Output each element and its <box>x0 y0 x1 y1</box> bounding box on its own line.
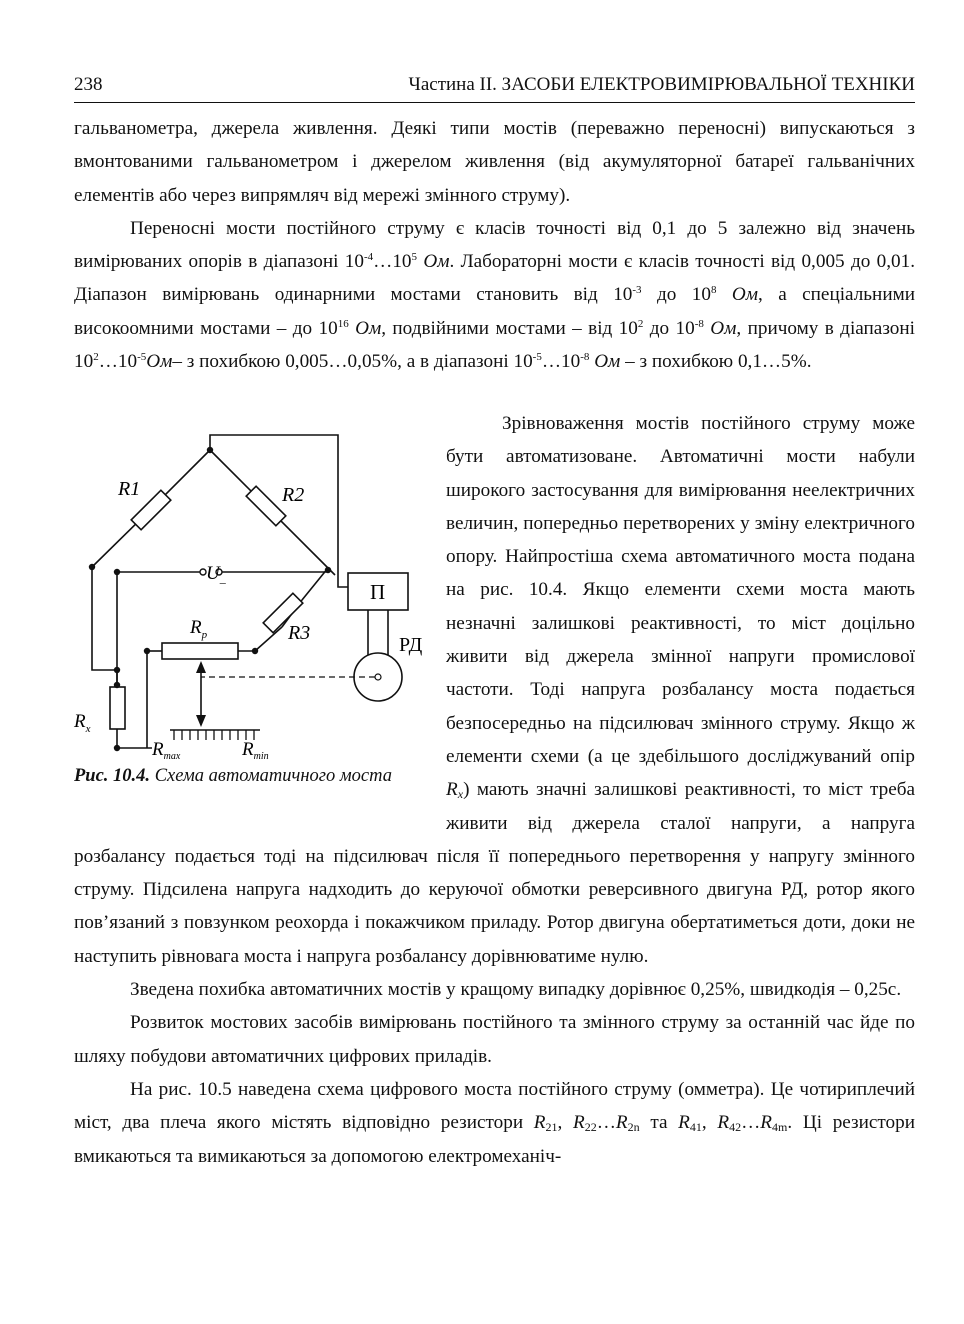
paragraph-5: Розвиток мостових засобів вимірювань постійного та змінного струму за останній час йде по шляху побудови автоматичних цифрових приладів. <box>74 1012 915 1067</box>
label-r2: R2 <box>282 484 305 506</box>
paragraph-3: Зрівноваження мостів постійного струму може бути автоматизоване. Автоматичні мости набули широкого застосування для вимірювання неелектричних величин, попередньо перетворених у зміну електричного опору. Найпростіша схема автоматичного моста подана на рис. 10.4. Якщо елементи схеми моста мають незначні залишкові реактивності, то міст доцільно живити від джерела змінної напруги промислової частоти. Тоді напруга розбалансу моста подається безпосередньо на підсилювач змінного струму. Якщо ж елементи схеми (а це здебільшого досліджуваний опір $R_x$) мають значні залишкові реактивності, то міст треба живити від джерела сталої напруги, а напруга розбалансу подається тоді на підсилювач після її попереднього перетворення у напругу змінного струму. Підсилена напруга надходить до керуючої обмотки реверсивного двигуна РД, ротор якого пов’язаний з повзунком реохорда і покажчиком приладу. Ротор двигуна обертатиметься доти, доки не наступить рівновага моста і напруга розбалансу дорівнюватиме нулю. <box>74 413 915 967</box>
top-text <box>74 112 915 378</box>
wrapped-text <box>74 407 915 1173</box>
label-amplifier: П <box>370 580 386 604</box>
paragraph-4: Зведена похибка автоматичних мостів у кращому випадку дорівнює 0,25%, швидкодія – 0,25с. <box>130 979 902 1001</box>
figure-float-space <box>74 407 446 825</box>
label-motor: РД <box>399 634 423 656</box>
label-rmax: $R_{max}$ <box>152 739 181 762</box>
running-header <box>74 68 915 103</box>
paragraph-2: Переносні мости постійного струму є класів точності від 0,1 до 5 залежно від значень вимірюваних опорів в діапазоні $10^{-4}\dots 10^5$ Ом. Лабораторні мости є класів точності від 0,005 до 0,01. Діапазон вимірювань одинарними мостами становить від $10^{-3}$ до $10^8$ Ом, а спеціальними високоомними мостами – до $10^{16}$ Ом, подвійними мостами – від $10^2$ до $10^{-8}$ Ом, причому в діапазоні $10^2\dots 10^{-5}Ом-$ з похибкою 0,005…0,05%, а в діапазоні $10^{-5}\dots 10^{-8}$ Ом – з похибкою 0,1…5%. <box>74 217 916 373</box>
page-number: 238 <box>74 74 103 95</box>
label-rp: $R_p$ <box>190 617 208 641</box>
paragraph-1: гальванометра, джерела живлення. Деякі типи мостів (переважно переносні) випускаються з вмонтованими гальванометром і джерелом живлення (від акумуляторної батареї гальванічних елементів або через випрямляч від мережі змінного струму). <box>74 118 915 206</box>
label-u: U_ <box>206 563 226 585</box>
figure-caption: Рис. 10.4. Схема автоматичного моста <box>74 766 392 786</box>
label-rmin: $R_{min}$ <box>242 739 269 762</box>
label-r3: R3 <box>288 622 311 644</box>
label-rx: $R_x$ <box>74 711 91 735</box>
paragraph-6: На рис. 10.5 наведена схема цифрового моста постійного струму (омметра). Це чотириплечий міст, два плеча якого містять відповідно резистори $R_{21}$, $R_{22}\dots R_{2n}$ та $R_{41}$, $R_{42}\dots R_{4m}$. Ці резистори вмикаються та вимикаються за допомогою електромеханіч- <box>74 1078 916 1167</box>
label-r1: R1 <box>118 478 141 500</box>
header-title: Частина II. ЗАСОБИ ЕЛЕКТРОВИМІРЮВАЛЬНОЇ ТЕХНІКИ <box>408 74 915 95</box>
